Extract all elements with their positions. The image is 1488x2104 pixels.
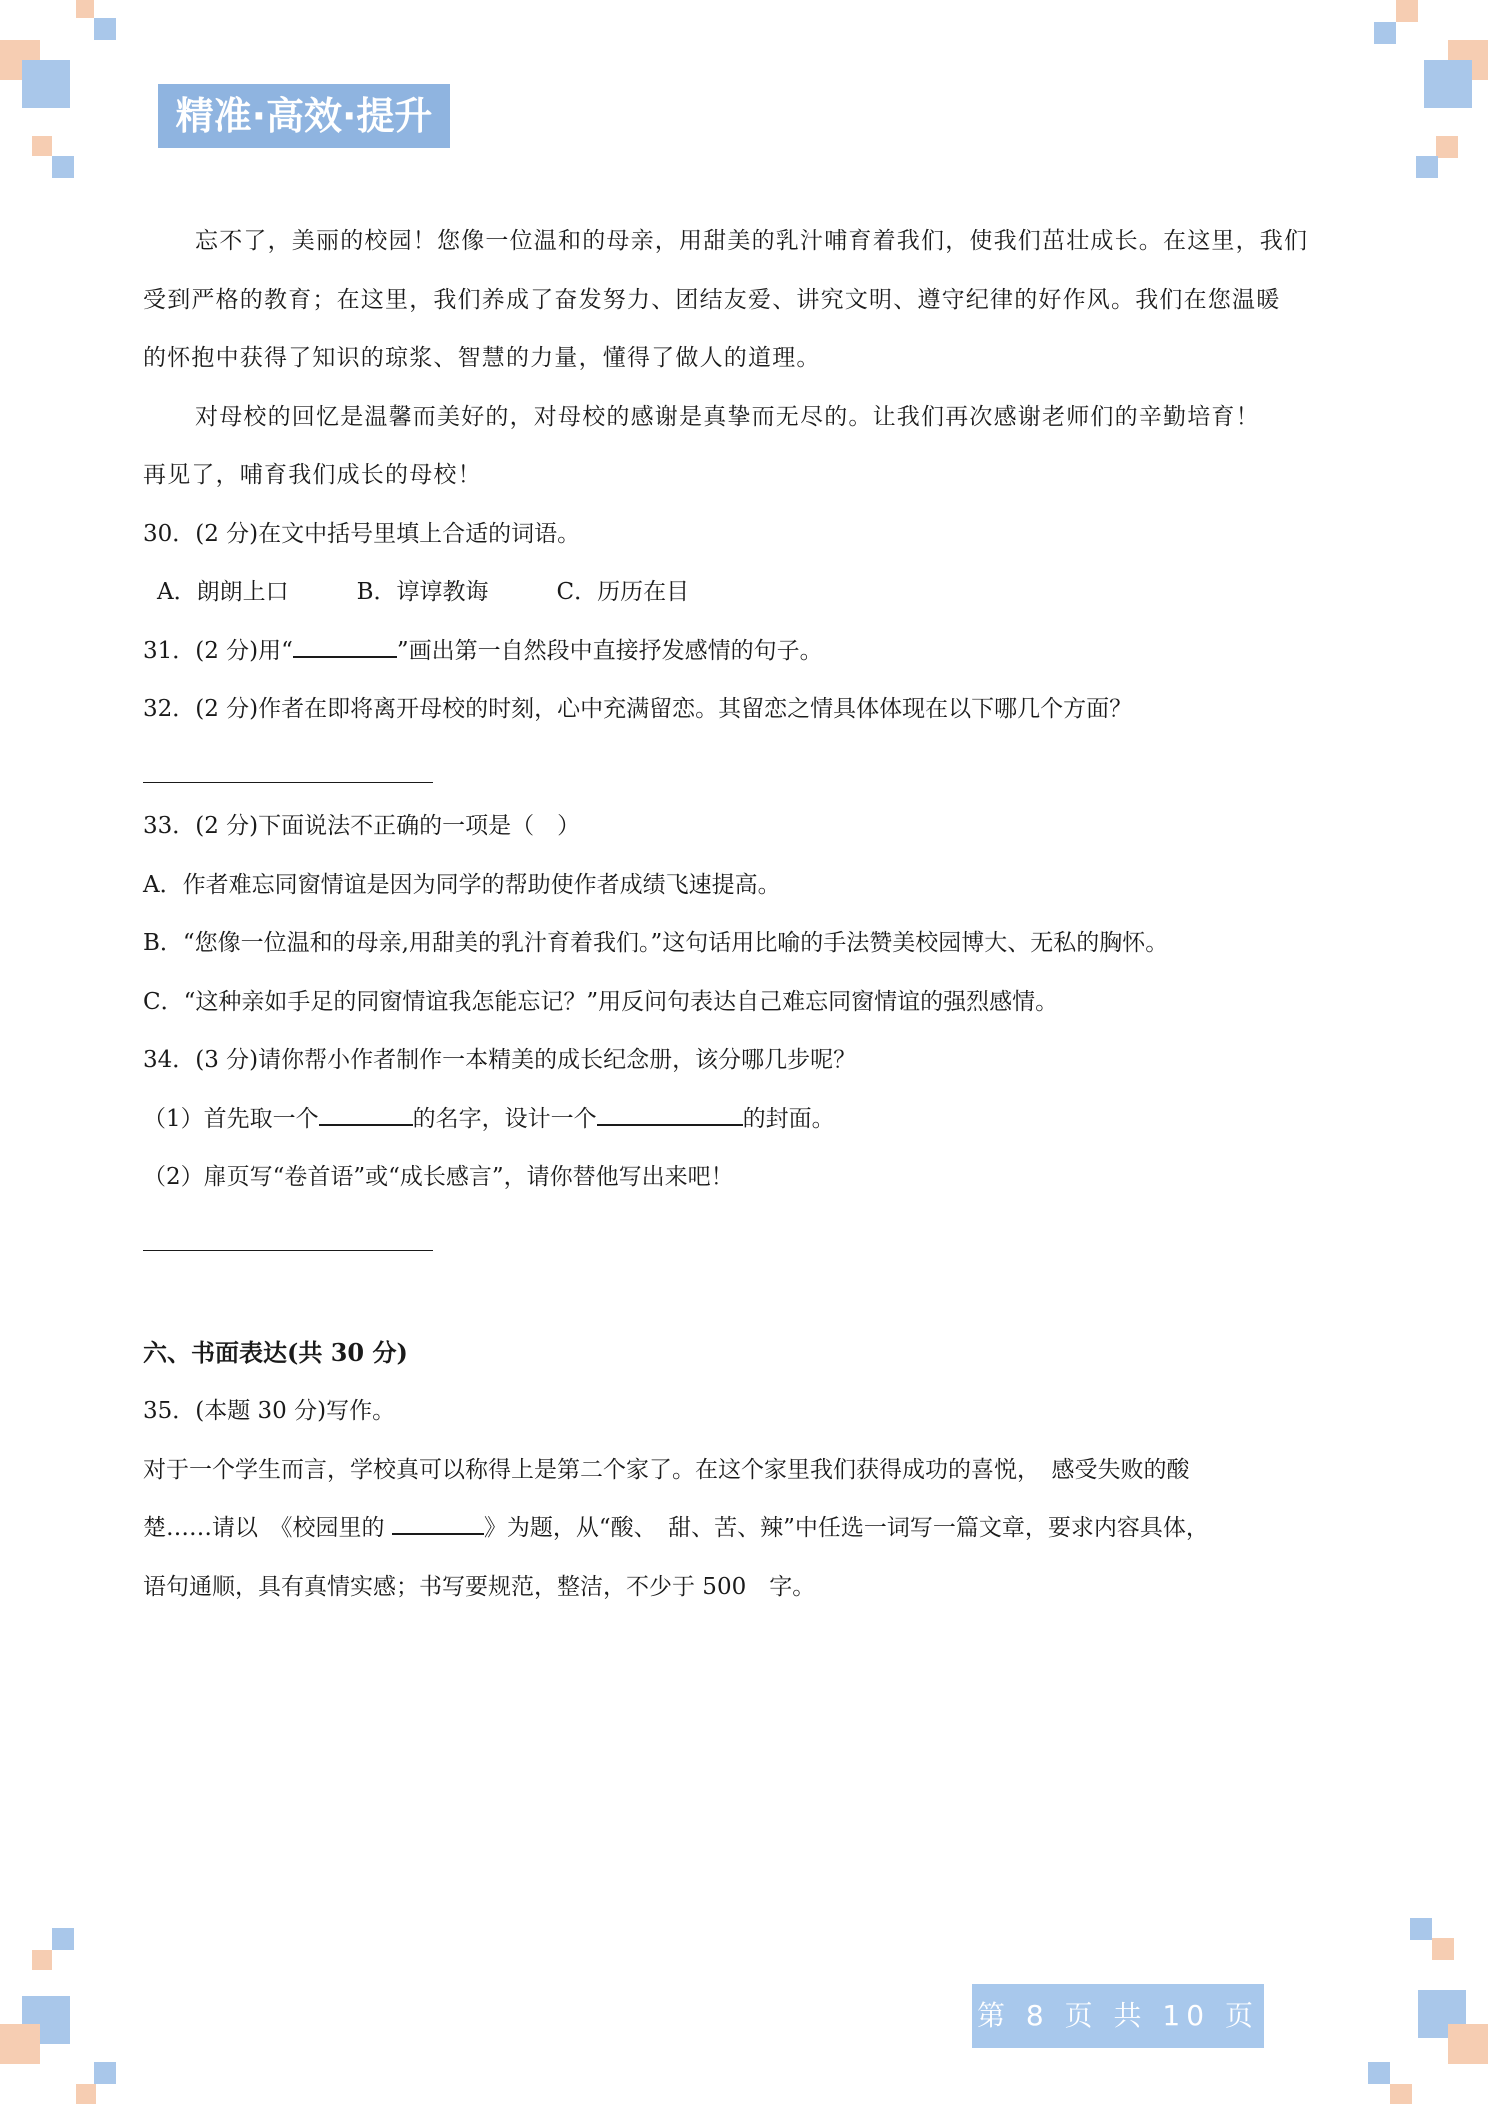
question-34: 34．(3 分)请你帮小作者制作一本精美的成长纪念册，该分哪几步呢？ xyxy=(143,1047,857,1073)
header-tag: 精准·高效·提升 xyxy=(158,84,450,148)
question-33-option-c: C．“这种亲如手足的同窗情谊我怎能忘记？”用反问句表达自己难忘同窗情谊的强烈感情。 xyxy=(143,988,1059,1015)
question-30: 30．(2 分)在文中括号里填上合适的词语。 xyxy=(143,520,581,547)
answer-line[interactable] xyxy=(143,739,433,798)
passage-line: 的怀抱中获得了知识的琼浆、智慧的力量，懂得了做人的道理。 xyxy=(143,345,821,371)
question-31: 31．(2 分)用“ ”画出第一自然段中直接抒发感情的句子。 xyxy=(143,622,1353,681)
passage-line: 忘不了，美丽的校园！您像一位温和的母亲，用甜美的乳汁哺育着我们，使我们茁壮成长。在这里，我们 xyxy=(195,228,1309,254)
question-34-part-2: （2）扉页写“卷首语”或“成长感言”，请你替他写出来吧！ xyxy=(143,1164,734,1190)
question-33-option-b: B．“您像一位温和的母亲,用甜美的乳汁育着我们。”这句话用比喻的手法赞美校园博大、无私的胸怀。 xyxy=(143,930,1169,956)
option-b: B．谆谆教诲 xyxy=(356,579,489,605)
passage-line: 受到严格的教育；在这里，我们养成了奋发努力、团结友爱、讲究文明、遵守纪律的好作风。我们在您温暖 xyxy=(143,286,1281,313)
question-33-option-a: A．作者难忘同窗情谊是因为同学的帮助使作者成绩飞速提高。 xyxy=(143,871,781,898)
blank-title[interactable] xyxy=(392,1509,484,1535)
document-body xyxy=(143,212,1353,1616)
prompt-line: 楚……请以 《校园里的 》为题，从“酸、 甜、苦、辣”中任选一词写一篇文章，要求内容具体， xyxy=(143,1499,1353,1558)
passage-line: 对母校的回忆是温馨而美好的，对母校的感谢是真挚而无尽的。让我们再次感谢老师们的辛勤培育！ xyxy=(195,403,1260,430)
prompt-line: 语句通顺，具有真情实感；书写要规范，整洁，不少于 500 字。 xyxy=(143,1573,816,1600)
question-33: 33．(2 分)下面说法不正确的一项是（ ） xyxy=(143,813,581,839)
underline-mark xyxy=(293,632,397,658)
question-30-options xyxy=(143,563,1353,622)
answer-line[interactable] xyxy=(143,1207,433,1266)
blank-cover[interactable] xyxy=(597,1100,743,1126)
page-number: 第 8 页 共 10 页 xyxy=(972,1984,1264,2048)
question-34-part-1: （1）首先取一个 的名字，设计一个 的封面。 xyxy=(143,1090,1353,1149)
question-32: 32．(2 分)作者在即将离开母校的时刻，心中充满留恋。其留恋之情具体体现在以下哪几个方面？ xyxy=(143,696,1133,722)
passage-line: 再见了，哺育我们成长的母校！ xyxy=(143,462,482,488)
option-c: C．历历在目 xyxy=(556,579,690,605)
blank-name[interactable] xyxy=(319,1100,413,1126)
question-35: 35．(本题 30 分)写作。 xyxy=(143,1398,396,1424)
option-a: A．朗朗上口 xyxy=(157,579,289,605)
prompt-line: 对于一个学生而言，学校真可以称得上是第二个家了。在这个家里我们获得成功的喜悦， 感受失败的酸 xyxy=(143,1456,1190,1483)
section-title: 六、书面表达(共 30 分) xyxy=(143,1337,408,1367)
